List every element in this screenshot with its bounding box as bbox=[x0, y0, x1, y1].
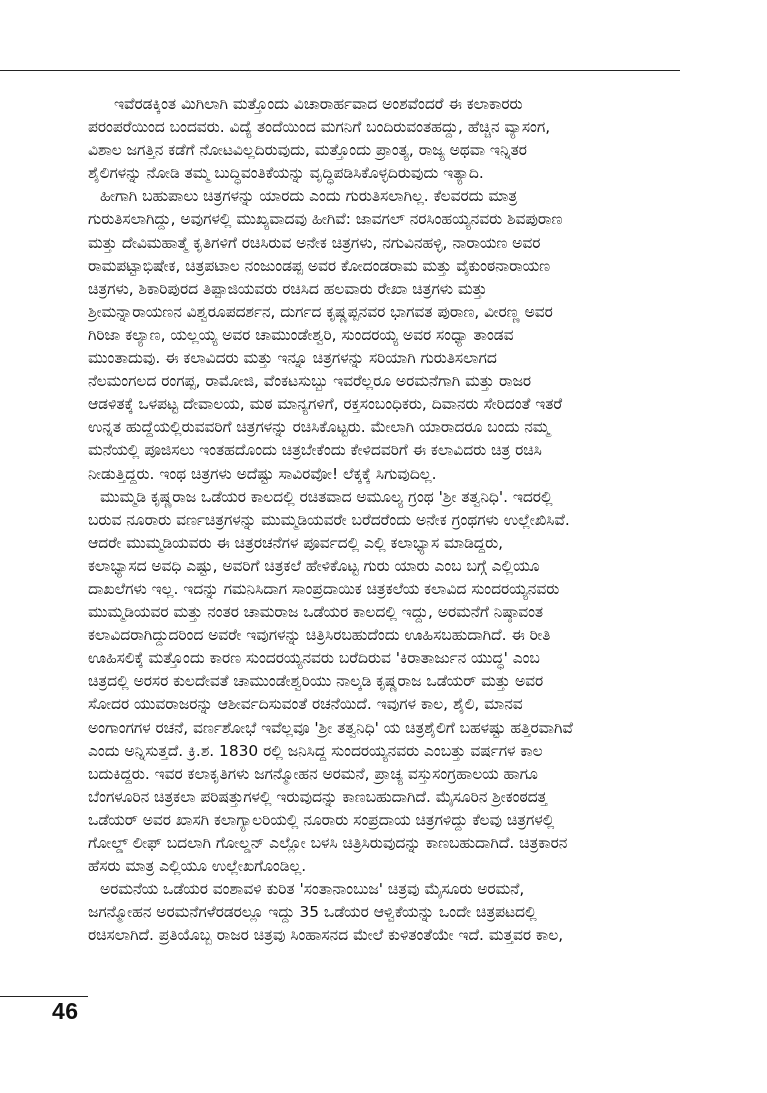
text-line: ಶ್ರೀಮನ್ನಾರಾಯಣನ ವಿಶ್ವರೂಪದರ್ಶನ, ದುರ್ಗದ ಕೃಷ್ಣಪ್ಪನವರ ಭಾಗವತ ಪುರಾಣ, ವೀರಣ್ಣ ಅವರ bbox=[88, 302, 553, 321]
text-line: ದಾಖಲೆಗಳು ಇಲ್ಲ. ಇದನ್ನು ಗಮನಿಸಿದಾಗ ಸಾಂಪ್ರದಾಯಿಕ ಚಿತ್ರಕಲೆಯ ಕಲಾವಿದ ಸುಂದರಯ್ಯನವರು bbox=[88, 579, 560, 598]
text-line: ಉನ್ನತ ಹುದ್ದೆಯಲ್ಲಿರುವವರಿಗೆ ಚಿತ್ರಗಳನ್ನು ರಚಿಸಿಕೊಟ್ಟರು. ಮೇಲಾಗಿ ಯಾರಾದರೂ ಬಂದು ನಮ್ಮ bbox=[88, 418, 550, 437]
text-line: ಒಡೆಯರ್ ಅವರ ಖಾಸಗಿ ಕಲಾಗ್ಯಾಲರಿಯಲ್ಲಿ ನೂರಾರು ಸಂಪ್ರದಾಯ ಚಿತ್ರಗಳಿದ್ದು ಕೆಲವು ಚಿತ್ರಗಳಲ್ಲಿ bbox=[88, 810, 555, 829]
text-line: ಅರಮನೆಯ ಒಡೆಯರ ವಂಶಾವಳಿ ಕುರಿತ 'ಸಂತಾನಾಂಬುಜ' ಚಿತ್ರವು ಮೈಸೂರು ಅರಮನೆ, bbox=[100, 880, 525, 899]
body-text bbox=[88, 93, 686, 947]
text-line: ಮನೆಯಲ್ಲಿ ಪೂಜಿಸಲು ಇಂತಹದೊಂದು ಚಿತ್ರಬೇಕೆಂದು ಕೇಳಿದವರಿಗೆ ಈ ಕಲಾವಿದರು ಚಿತ್ರ ರಚಿಸಿ bbox=[88, 441, 542, 460]
text-line: ಮುಮ್ಮಡಿಯವರ ಮತ್ತು ನಂತರ ಚಾಮರಾಜ ಒಡೆಯರ ಕಾಲದಲ್ಲಿ ಇದ್ದು, ಅರಮನೆಗೆ ನಿಷ್ಠಾವಂತ bbox=[88, 603, 544, 622]
text-line: ಮುಂತಾದುವು. ಈ ಕಲಾವಿದರು ಮತ್ತು ಇನ್ನೂ ಚಿತ್ರಗಳನ್ನು ಸರಿಯಾಗಿ ಗುರುತಿಸಲಾಗದ bbox=[88, 349, 497, 368]
text-line: ನೆಲಮಂಗಲದ ರಂಗಪ್ಪ, ರಾಮೋಜಿ, ವೆಂಕಟಸುಬ್ಬು ಇವರೆಲ್ಲರೂ ಅರಮನೆಗಾಗಿ ಮತ್ತು ರಾಜರ bbox=[88, 372, 532, 391]
text-line: ಹೆಸರು ಮಾತ್ರ ಎಲ್ಲಿಯೂ ಉಲ್ಲೇಖಗೊಂಡಿಲ್ಲ. bbox=[88, 857, 307, 876]
text-line: ಎಂದು ಅನ್ನಿಸುತ್ತದೆ. ಕ್ರಿ.ಶ. 1830 ರಲ್ಲಿ ಜನಿಸಿದ್ದ ಸುಂದರಯ್ಯನವರು ಎಂಬತ್ತು ವರ್ಷಗಳ ಕಾಲ bbox=[88, 741, 543, 760]
text-line: ರಾಮಪಟ್ಟಾಭಿಷೇಕ, ಚಿತ್ರಪಟಾಲ ನಂಜುಂಡಪ್ಪ ಅವರ ಕೋದಂಡರಾಮ ಮತ್ತು ವೈಕುಂಠನಾರಾಯಣ bbox=[88, 256, 551, 275]
text-line: ಶೈಲಿಗಳನ್ನು ನೋಡಿ ತಮ್ಮ ಬುದ್ಧಿವಂತಿಕೆಯನ್ನು ವೃದ್ಧಿಪಡಿಸಿಕೊಳ್ಳದಿರುವುದು ಇತ್ಯಾದಿ. bbox=[88, 164, 484, 183]
text-line: ಪರಂಪರೆಯಿಂದ ಬಂದವರು. ವಿದ್ಯೆ ತಂದೆಯಿಂದ ಮಗನಿಗೆ ಬಂದಿರುವಂತಹದ್ದು, ಹೆಚ್ಚಿನ ವ್ಯಾಸಂಗ, bbox=[88, 118, 551, 137]
text-line: ಹೀಗಾಗಿ ಬಹುಪಾಲು ಚಿತ್ರಗಳನ್ನು ಯಾರದು ಎಂದು ಗುರುತಿಸಲಾಗಿಲ್ಲ. ಕೆಲವರದು ಮಾತ್ರ bbox=[100, 187, 518, 206]
text-line: ಚಿತ್ರದಲ್ಲಿ ಅರಸರ ಕುಲದೇವತೆ ಚಾಮುಂಡೇಶ್ವರಿಯು ನಾಲ್ಕಡಿ ಕೃಷ್ಣರಾಜ ಒಡೆಯರ್ ಮತ್ತು ಅವರ bbox=[88, 672, 544, 691]
text-line: ಚಿತ್ರಗಳು, ಶಿಕಾರಿಪುರದ ತಿಪ್ಪಾಜಿಯವರು ರಚಿಸಿದ ಹಲವಾರು ರೇಖಾ ಚಿತ್ರಗಳು ಮತ್ತು bbox=[88, 279, 487, 298]
text-line: ಮುಮ್ಮಡಿ ಕೃಷ್ಣರಾಜ ಒಡೆಯರ ಕಾಲದಲ್ಲಿ ರಚಿತವಾದ ಅಮೂಲ್ಯ ಗ್ರಂಥ 'ಶ್ರೀ ತತ್ವನಿಧಿ'. ಇದರಲ್ಲಿ bbox=[100, 487, 553, 506]
text-line: ವಿಶಾಲ ಜಗತ್ತಿನ ಕಡೆಗೆ ನೋಟವಿಲ್ಲದಿರುವುದು, ಮತ್ತೊಂದು ಪ್ರಾಂತ್ಯ, ರಾಜ್ಯ ಅಥವಾ ಇನ್ನಿತರ bbox=[88, 141, 527, 160]
text-line: ಆದರೇ ಮುಮ್ಮಡಿಯವರು ಈ ಚಿತ್ರರಚನೆಗಳ ಪೂರ್ವದಲ್ಲಿ ಎಲ್ಲಿ ಕಲಾಭ್ಯಾಸ ಮಾಡಿದ್ದರು, bbox=[88, 533, 504, 552]
text-line: ಬದುಕಿದ್ದರು. ಇವರ ಕಲಾಕೃತಿಗಳು ಜಗನ್ಮೋಹನ ಅರಮನೆ, ಪ್ರಾಚ್ಯ ವಸ್ತುಸಂಗ್ರಹಾಲಯ ಹಾಗೂ bbox=[88, 764, 538, 783]
text-line: ಅಂಗಾಂಗಗಳ ರಚನೆ, ವರ್ಣಶೋಭೆ ಇವೆಲ್ಲವೂ 'ಶ್ರೀ ತತ್ವನಿಧಿ' ಯ ಚಿತ್ರಶೈಲಿಗೆ ಬಹಳಷ್ಟು ಹತ್ತಿರವಾಗಿವೆ bbox=[88, 718, 573, 737]
text-line: ಕಲಾಭ್ಯಾಸದ ಅವಧಿ ಎಷ್ಟು, ಅವರಿಗೆ ಚಿತ್ರಕಲೆ ಹೇಳಿಕೊಟ್ಟ ಗುರು ಯಾರು ಎಂಬ ಬಗ್ಗೆ ಎಲ್ಲಿಯೂ bbox=[88, 556, 540, 575]
text-line: ಊಹಿಸಲಿಕ್ಕೆ ಮತ್ತೊಂದು ಕಾರಣ ಸುಂದರಯ್ಯನವರು ಬರೆದಿರುವ 'ಕಿರಾತಾರ್ಜುನ ಯುದ್ಧ' ಎಂಬ bbox=[88, 649, 540, 668]
text-line: ಬರುವ ನೂರಾರು ವರ್ಣಚಿತ್ರಗಳನ್ನು ಮುಮ್ಮಡಿಯವರೇ ಬರೆದರೆಂದು ಅನೇಕ ಗ್ರಂಥಗಳು ಉಲ್ಲೇಖಿಸಿವೆ. bbox=[88, 510, 570, 529]
text-line: ಗಿರಿಜಾ ಕಲ್ಯಾಣ, ಯಲ್ಲಯ್ಯ ಅವರ ಚಾಮುಂಡೇಶ್ವರಿ, ಸುಂದರಯ್ಯ ಅವರ ಸಂಧ್ಯಾ ತಾಂಡವ bbox=[88, 325, 514, 344]
text-line: ಸೋದರ ಯುವರಾಜರನ್ನು ಆಶೀರ್ವದಿಸುವಂತೆ ರಚನೆಯಿದೆ. ಇವುಗಳ ಕಾಲ, ಶೈಲಿ, ಮಾನವ bbox=[88, 695, 523, 714]
text-line: ಇವೆರಡಕ್ಕಿಂತ ಮಿಗಿಲಾಗಿ ಮತ್ತೊಂದು ವಿಚಾರಾರ್ಹವಾದ ಅಂಶವೆಂದರೆ ಈ ಕಲಾಕಾರರು bbox=[114, 95, 523, 113]
text-line: ಆಡಳಿತಕ್ಕೆ ಒಳಪಟ್ಟ ದೇವಾಲಯ, ಮಠ ಮಾನ್ಯಗಳಿಗೆ, ರಕ್ತಸಂಬಂಧಿಕರು, ದಿವಾನರು ಸೇರಿದಂತೆ ಇತರೆ bbox=[88, 395, 563, 414]
text-line: ಜಗನ್ಮೋಹನ ಅರಮನೆಗಳೆರಡರಲ್ಲೂ ಇದ್ದು 35 ಒಡೆಯರ ಆಳ್ವಿಕೆಯನ್ನು ಒಂದೇ ಚಿತ್ರಪಟದಲ್ಲಿ bbox=[88, 903, 537, 922]
page-number-rule bbox=[0, 996, 88, 997]
text-line: ಕಲಾವಿದರಾಗಿದ್ದುದರಿಂದ ಅವರೇ ಇವುಗಳನ್ನು ಚಿತ್ರಿಸಿರಬಹುದೆಂದು ಊಹಿಸಬಹುದಾಗಿದೆ. ಈ ರೀತಿ bbox=[88, 626, 551, 645]
text-line: ಬೆಂಗಳೂರಿನ ಚಿತ್ರಕಲಾ ಪರಿಷತ್ತುಗಳಲ್ಲಿ ಇರುವುದನ್ನು ಕಾಣಬಹುದಾಗಿದೆ. ಮೈಸೂರಿನ ಶ್ರೀಕಂಠದತ್ತ bbox=[88, 787, 548, 806]
text-line: ಗೋಲ್ಡ್ ಲೀಫ್ ಬದಲಾಗಿ ಗೋಲ್ಡನ್ ಎಲ್ಲೋ ಬಳಸಿ ಚಿತ್ರಿಸಿರುವುದನ್ನು ಕಾಣಬಹುದಾಗಿದೆ. ಚಿತ್ರಕಾರನ bbox=[88, 834, 568, 852]
top-divider bbox=[0, 70, 680, 71]
page-number: 46 bbox=[52, 998, 79, 1024]
text-line: ನೀಡುತ್ತಿದ್ದರು. ಇಂಥ ಚಿತ್ರಗಳು ಅದೆಷ್ಟು ಸಾವಿರವೋ! ಲೆಕ್ಕಕ್ಕೆ ಸಿಗುವುದಿಲ್ಲ. bbox=[88, 464, 437, 483]
text-line: ಗುರುತಿಸಲಾಗಿದ್ದು, ಅವುಗಳಲ್ಲಿ ಮುಖ್ಯವಾದವು ಹೀಗಿವೆ: ಜಾವಗಲ್ ನರಸಿಂಹಯ್ಯನವರು ಶಿವಪುರಾಣ bbox=[88, 210, 563, 229]
text-line: ರಚಿಸಲಾಗಿದೆ. ಪ್ರತಿಯೊಬ್ಬ ರಾಜರ ಚಿತ್ರವು ಸಿಂಹಾಸನದ ಮೇಲೆ ಕುಳಿತಂತೆಯೇ ಇದೆ. ಮತ್ತವರ ಕಾಲ, bbox=[88, 926, 564, 945]
text-line: ಮತ್ತು ದೇವಿಮಹಾತ್ಮೆ ಕೃತಿಗಳಿಗೆ ರಚಿಸಿರುವ ಅನೇಕ ಚಿತ್ರಗಳು, ನಗುವಿನಹಳ್ಳಿ, ನಾರಾಯಣ ಅವರ bbox=[88, 233, 541, 252]
